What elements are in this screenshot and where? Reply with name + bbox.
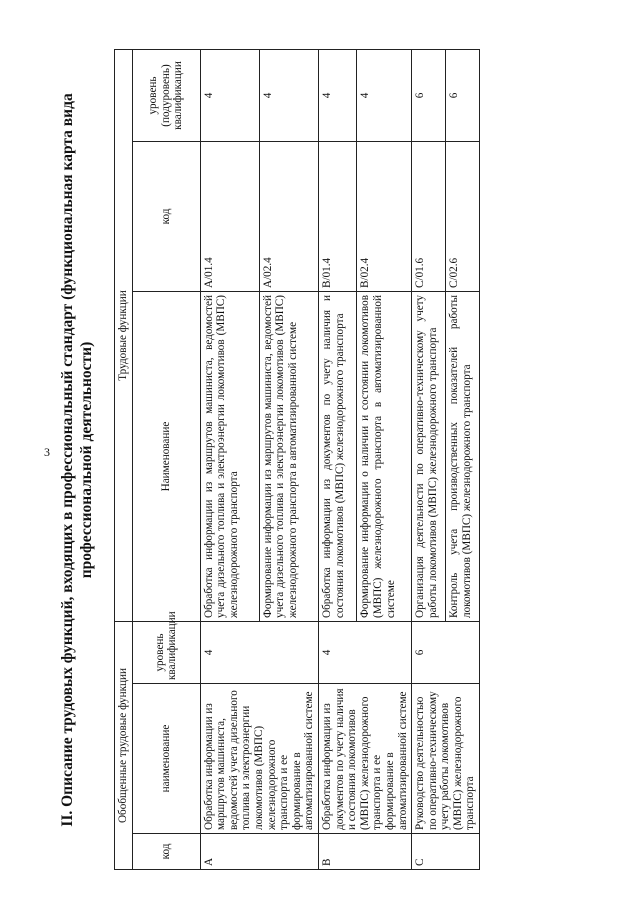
table-row bbox=[200, 50, 259, 870]
cell-function-name: Контроль учета производственных показателей работы локомотивов (МВПС) железнодорожного транспорта bbox=[446, 292, 480, 622]
rotated-content bbox=[58, 40, 590, 880]
cell-function-level: 6 bbox=[446, 50, 480, 142]
cell-function-level: 4 bbox=[357, 50, 412, 142]
functional-map-table bbox=[114, 49, 480, 870]
header-generalized: Обобщенные трудовые функции bbox=[115, 622, 133, 870]
cell-function-name: Формирование информации о наличии и состоянии локомотивов (МВПС) железнодорожного транспорта в автоматизированной системе bbox=[357, 292, 412, 622]
cell-function-name: Обработка информации из маршрутов машиниста, ведомостей учета дизельного топлива и электроэнергии локомотивов (МВПС) железнодорожного транспорта bbox=[200, 292, 259, 622]
cell-function-level: 4 bbox=[259, 50, 318, 142]
cell-name: Обработка информации из маршрутов машиниста, ведомостей учета дизельного топлива и электроэнергии локомотивов (МВПС) железнодорожного транспорта и ее формирование в автоматизированной системе bbox=[200, 684, 318, 834]
section-title bbox=[58, 60, 96, 860]
cell-code: B bbox=[318, 834, 411, 870]
rotated-inner bbox=[58, 40, 590, 880]
cell-name: Руководство деятельностью по оперативно-техническому учету работы локомотивов (МВПС) железнодорожного транспорта bbox=[412, 684, 480, 834]
cell-function-level: 4 bbox=[200, 50, 259, 142]
header-level: уровень квалификации bbox=[132, 622, 200, 684]
cell-function-name: Организация деятельности по оперативно-техническому учету работы локомотивов (МВПС) железнодорожного транспорта bbox=[412, 292, 446, 622]
cell-name: Обработка информации из документов по учету наличия и состояния локомотивов (МВПС) железнодорожного транспорта и ее формирование в автоматизированной системе bbox=[318, 684, 411, 834]
cell-level: 4 bbox=[200, 622, 318, 684]
header-code: код bbox=[132, 834, 200, 870]
header-name-gen: наименование bbox=[132, 684, 200, 834]
cell-function-name: Обработка информации из документов по учету наличия и состояния локомотивов (МВПС) железнодорожного транспорта bbox=[318, 292, 357, 622]
cell-code: C bbox=[412, 834, 480, 870]
title-line-2: профессиональной деятельности) bbox=[78, 341, 95, 579]
cell-function-code: C/02.6 bbox=[446, 142, 480, 292]
cell-function-code: C/01.6 bbox=[412, 142, 446, 292]
title-line-1: II. Описание трудовых функций, входящих в профессиональный стандарт (функциональная карта вида bbox=[59, 93, 76, 827]
header-sublevel: уровень (подуровень) квалификации bbox=[132, 50, 200, 142]
cell-function-level: 4 bbox=[318, 50, 357, 142]
cell-function-code: B/01.4 bbox=[318, 142, 357, 292]
cell-function-level: 6 bbox=[412, 50, 446, 142]
cell-function-name: Формирование информации из маршрутов машиниста, ведомостей учета дизельного топлива и электроэнергии локомотивов (МВПС) железнодорожного транспорта в автоматизированной системе bbox=[259, 292, 318, 622]
cell-level: 4 bbox=[318, 622, 411, 684]
header-code-lab: код bbox=[132, 142, 200, 292]
cell-code: A bbox=[200, 834, 318, 870]
header-row-1 bbox=[115, 50, 133, 870]
table-row bbox=[412, 50, 446, 870]
cell-level: 6 bbox=[412, 622, 480, 684]
page-number: 3 bbox=[44, 445, 50, 459]
header-labor: Трудовые функции bbox=[115, 50, 133, 622]
cell-function-code: A/02.4 bbox=[259, 142, 318, 292]
cell-function-code: B/02.4 bbox=[357, 142, 412, 292]
table-row bbox=[318, 50, 357, 870]
header-name-lab: Наименование bbox=[132, 292, 200, 622]
cell-function-code: A/01.4 bbox=[200, 142, 259, 292]
header-row-2 bbox=[132, 50, 200, 870]
